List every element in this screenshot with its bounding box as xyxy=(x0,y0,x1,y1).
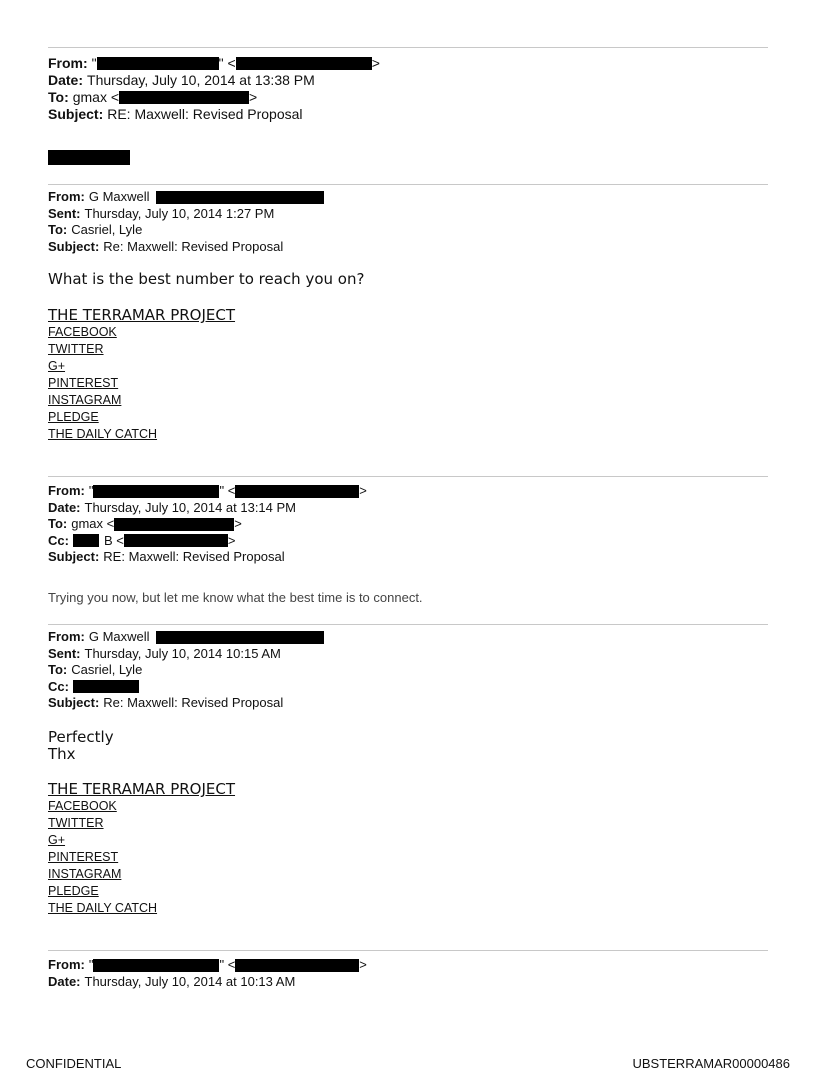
gplus-link[interactable]: G+ xyxy=(48,833,66,847)
bates-number: UBSTERRAMAR00000486 xyxy=(632,1056,790,1071)
pinterest-link[interactable]: PINTEREST xyxy=(48,850,119,864)
redaction xyxy=(97,57,219,70)
email-header-1 xyxy=(48,55,380,123)
twitter-link[interactable]: TWITTER xyxy=(48,342,104,356)
email-header-4 xyxy=(48,629,324,712)
email-header-2 xyxy=(48,189,324,255)
from-line: From: G Maxwell xyxy=(48,189,324,206)
redaction xyxy=(119,91,249,104)
email-body: Trying you now, but let me know what the best time is to connect. xyxy=(48,590,423,605)
email-body: What is the best number to reach you on? xyxy=(48,270,365,288)
to-line: To: Casriel, Lyle xyxy=(48,222,143,237)
separator-rule xyxy=(48,47,768,48)
facebook-link[interactable]: FACEBOOK xyxy=(48,799,117,813)
signature-block xyxy=(48,306,235,443)
facebook-link[interactable]: FACEBOOK xyxy=(48,325,117,339)
subject-line: Subject: RE: Maxwell: Revised Proposal xyxy=(48,106,303,122)
email-header-3 xyxy=(48,483,367,566)
from-line: From: " " < > xyxy=(48,55,380,71)
redaction xyxy=(93,959,219,972)
instagram-link[interactable]: INSTAGRAM xyxy=(48,867,122,881)
body-line: Thx xyxy=(48,745,76,763)
separator-rule xyxy=(48,476,768,477)
from-line: From: G Maxwell xyxy=(48,629,324,646)
separator-rule xyxy=(48,624,768,625)
redaction xyxy=(48,150,130,165)
subject-line: Subject: Re: Maxwell: Revised Proposal xyxy=(48,695,284,710)
redaction xyxy=(93,485,219,498)
redaction xyxy=(156,631,324,644)
redaction xyxy=(124,534,228,547)
signature-block xyxy=(48,780,235,917)
email-body xyxy=(48,729,114,763)
separator-rule xyxy=(48,950,768,951)
body-line: Perfectly xyxy=(48,728,114,746)
email-header-5 xyxy=(48,957,367,990)
from-line: From: " " < > xyxy=(48,483,367,498)
gplus-link[interactable]: G+ xyxy=(48,359,66,373)
subject-line: Subject: RE: Maxwell: Revised Proposal xyxy=(48,549,285,564)
pledge-link[interactable]: PLEDGE xyxy=(48,410,99,424)
date-line: Date: Thursday, July 10, 2014 at 10:13 AM xyxy=(48,973,296,989)
redaction xyxy=(73,534,99,547)
to-line: To: Casriel, Lyle xyxy=(48,662,143,677)
signature-title[interactable]: THE TERRAMAR PROJECT xyxy=(48,306,236,324)
cc-line: Cc: xyxy=(48,679,324,696)
date-line: Date: Thursday, July 10, 2014 at 13:14 PM xyxy=(48,499,297,515)
pledge-link[interactable]: PLEDGE xyxy=(48,884,99,898)
cc-line: Cc: B < > xyxy=(48,532,236,548)
daily-catch-link[interactable]: THE DAILY CATCH xyxy=(48,901,158,915)
sent-line: Sent: Thursday, July 10, 2014 1:27 PM xyxy=(48,205,275,221)
signature-title[interactable]: THE TERRAMAR PROJECT xyxy=(48,780,236,798)
from-line: From: " " < > xyxy=(48,957,367,972)
redaction xyxy=(156,191,324,204)
confidential-label: CONFIDENTIAL xyxy=(26,1056,122,1071)
daily-catch-link[interactable]: THE DAILY CATCH xyxy=(48,427,158,441)
from-label: From: xyxy=(48,55,88,71)
redaction xyxy=(236,57,372,70)
redaction xyxy=(235,485,359,498)
date-line: Date: Thursday, July 10, 2014 at 13:38 PM xyxy=(48,72,315,88)
pinterest-link[interactable]: PINTEREST xyxy=(48,376,119,390)
sent-line: Sent: Thursday, July 10, 2014 10:15 AM xyxy=(48,645,281,661)
subject-line: Subject: Re: Maxwell: Revised Proposal xyxy=(48,238,284,254)
redaction xyxy=(73,680,139,693)
separator-rule xyxy=(48,184,768,185)
redaction xyxy=(114,518,234,531)
to-line: To: gmax < > xyxy=(48,516,242,531)
instagram-link[interactable]: INSTAGRAM xyxy=(48,393,122,407)
to-line: To: gmax < > xyxy=(48,89,258,105)
twitter-link[interactable]: TWITTER xyxy=(48,816,104,830)
redaction xyxy=(235,959,359,972)
